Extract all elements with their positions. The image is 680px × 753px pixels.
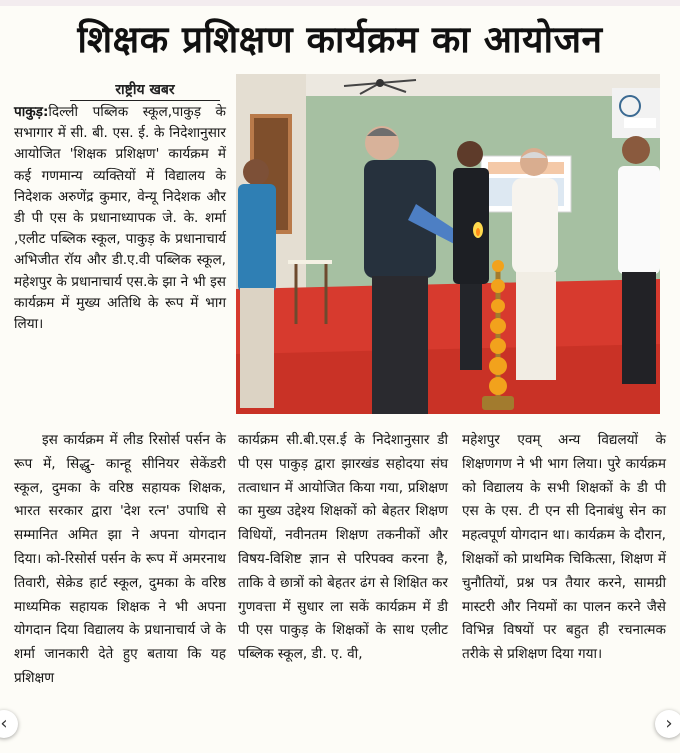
news-photo: [236, 74, 660, 414]
article-column-3: महेशपुर एवम् अन्य विद्यलयों के शिक्षणगण ने भी भाग लिया। पुरे कार्यक्रम को विद्यालय के सभी शिक्षकों के डी पी एस के एस. टी एन सी दिनाबंधु सेन का महत्वपूर्ण योगदान था। कार्यक्रम के दौरान, शिक्षकों को प्राथमिक चिकित्सा, शिक्षण में चुनौतियों, प्रश्न पत्र तैयार करने, सामग्री मास्टरी और नियमों का पालन करने जैसे विभिन्न विषयों पर बहुत ही रचनात्मक तरीके से प्रशिक्षण दिया गया।: [462, 432, 666, 663]
chevron-left-icon: ‹: [0, 713, 8, 734]
chevron-right-icon: ›: [665, 713, 673, 734]
article-column-1: इस कार्यक्रम में लीड रिसोर्स पर्सन के रूप में, सिद्धु- कान्हू सीनियर सेकेंडरी स्कूल, दुमका के वरिष्ठ सहायक शिक्षक, भारत सरकार द्वारा 'देश रत्न' उपाधि से सम्मानित अमित झा ने अपना योगदान दिया। को-रिसोर्स पर्सन के रूप में अमरनाथ तिवारी, सेक्रेड हार्ट स्कूल, दुमका के वरिष्ठ माध्यमिक सहायक शिक्षक ने भी अपना योगदान दिया विद्यालय के प्रधानाचार्य जे के शर्मा जानकारी देते हुए बताया कि यह प्रशिक्षण: [14, 432, 226, 686]
dateline: पाकुड़:: [14, 104, 49, 120]
article-column-2: कार्यक्रम सी.बी.एस.ई के निदेशानुसार डी पी एस पाकुड़ द्वारा झारखंड सहोदया संघ तत्वाधान में आयोजित किया गया, प्रशिक्षण का मुख्य उद्देश्य शिक्षकों को बेहतर शिक्षण विधियों, नवीनतम शिक्षण तकनीकों और विषय-विशिष्ट ज्ञान से परिपक्व करना है, ताकि वे छात्रों को बेहतर ढंग से शिक्षित कर गुणवत्ता में सुधार ला सकें कार्यक्रम में डी पी एस पाकुड़ के शिक्षकों के साथ एलीट पब्लिक स्कूल, डी. ए. वी,: [238, 432, 448, 663]
next-page-button[interactable]: [655, 710, 680, 738]
lead-paragraph: [14, 102, 226, 335]
lamp-lighting-photo: [236, 74, 660, 414]
previous-page-button[interactable]: [0, 710, 18, 738]
lead-text: दिल्ली पब्लिक स्कूल,पाकुड़ के सभागार में सी. बी. एस. ई. के निदेशानुसार आयोजित 'शिक्षक प्रशिक्षण' कार्यक्रम में कई गणमान्य व्यक्तियों में विद्यालय के निदेशक अरुणेंद्र कुमार, वेन्यू निदेशक और डी पी एस के प्रधानाध्यापक जे. के. शर्मा ,एलीट पब्लिक स्कूल, पाकुड़ के प्रधानाचार्य अभिजीत रॉय और डी.ए.वी पब्लिक स्कूल, महेशपुर के प्रधानाचार्य एस.के झा ने भी इस कार्यक्रम में मुख्य अतिथि के रूप में भाग लिया।: [14, 104, 226, 333]
section-kicker: राष्ट्रीय खबर: [70, 80, 220, 101]
top-border: [0, 0, 680, 6]
headline: शिक्षक प्रशिक्षण कार्यक्रम का आयोजन: [77, 18, 603, 61]
